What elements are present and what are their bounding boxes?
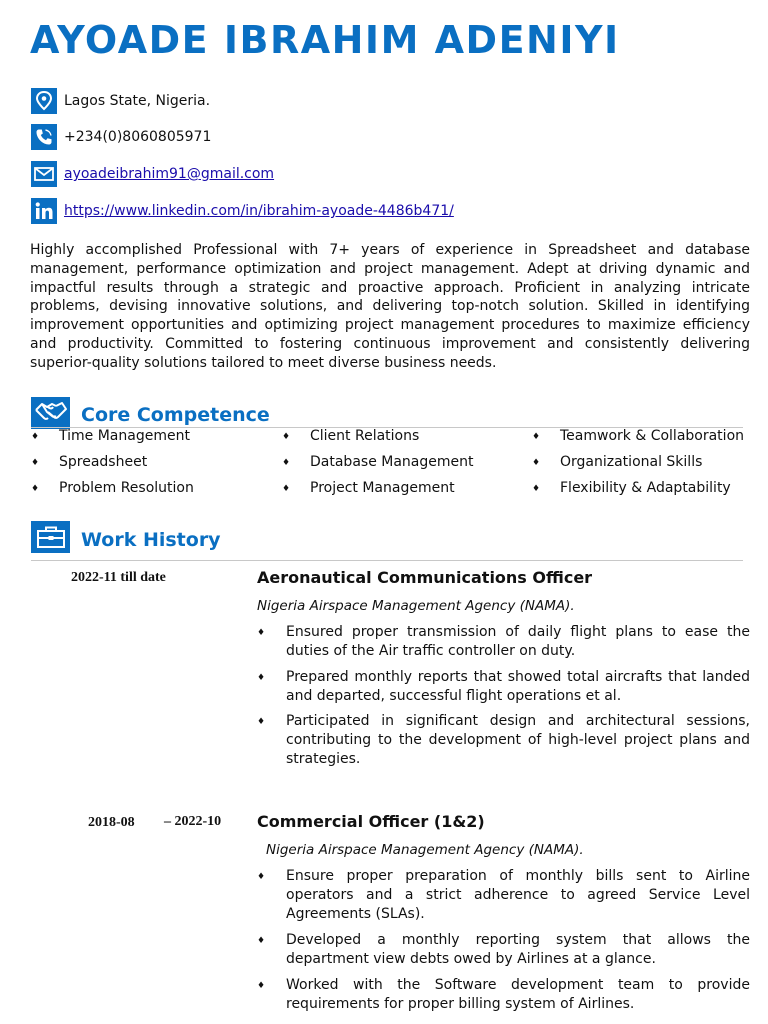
bullet-icon: ♦ (532, 458, 541, 468)
phone-text: +234(0)8060805971 (64, 129, 212, 145)
job-responsibility: Developed a monthly reporting system that allows the department view debts owed by Airlines at a glance. (286, 932, 750, 967)
section-divider (31, 560, 743, 561)
handshake-icon (31, 397, 70, 429)
email-icon (31, 161, 57, 187)
bullet-icon: ♦ (257, 628, 266, 638)
competence-item: Spreadsheet (59, 454, 148, 470)
location-pin-icon (31, 88, 57, 114)
location-text: Lagos State, Nigeria. (64, 93, 211, 109)
bullet-icon: ♦ (257, 936, 266, 946)
job-title: Aeronautical Communications Officer (257, 568, 593, 587)
competence-item: Organizational Skills (560, 454, 703, 470)
bullet-icon: ♦ (532, 432, 541, 442)
section-title-work-history: Work History (81, 529, 221, 551)
bullet-icon: ♦ (31, 432, 40, 442)
briefcase-icon (31, 521, 70, 553)
email-link[interactable]: ayoadeibrahim91@gmail.com (64, 166, 275, 182)
contact-linkedin[interactable] (31, 198, 454, 224)
competence-item: Database Management (310, 454, 474, 470)
bullet-icon: ♦ (532, 484, 541, 494)
linkedin-icon (31, 198, 57, 224)
bullet-icon: ♦ (257, 872, 266, 882)
section-title-core-competence: Core Competence (81, 404, 270, 426)
job-title: Commercial Officer (1&2) (257, 812, 485, 831)
bullet-icon: ♦ (282, 484, 291, 494)
bullet-icon: ♦ (282, 458, 291, 468)
job-date: 2022-11 till date (71, 570, 166, 585)
bullet-icon: ♦ (257, 981, 266, 991)
job-organization: Nigeria Airspace Management Agency (NAMA). (257, 598, 575, 614)
phone-icon (31, 124, 57, 150)
competence-item: Client Relations (310, 428, 420, 444)
profile-summary: Highly accomplished Professional with 7+ years of experience in Spreadsheet and database management, performance optimization and project management. Adept at driving dynamic and impactful results through a strategic and proactive approach. Proficient in analyzing intricate problems, devising innovative solutions, and delivering top-notch solution. Skilled in identifying improvement opportunities and optimizing project management procedures to maximize efficiency and productivity. Committed to fostering continuous improvement and consistently delivering superior-quality solutions tailored to meet diverse business needs. (30, 242, 750, 371)
linkedin-link[interactable]: https://www.linkedin.com/in/ibrahim-ayoade-4486b471/ (64, 203, 454, 219)
competence-item: Time Management (59, 428, 190, 444)
competence-item: Flexibility & Adaptability (560, 480, 731, 496)
contact-phone (31, 124, 211, 150)
bullet-icon: ♦ (282, 432, 291, 442)
job-date-end: – 2022-10 (164, 814, 222, 829)
contact-location (31, 88, 210, 114)
job-organization: Nigeria Airspace Management Agency (NAMA). (266, 842, 584, 858)
bullet-icon: ♦ (31, 484, 40, 494)
job-responsibility: Ensured proper transmission of daily flight plans to ease the duties of the Air traffic controller on duty. (286, 624, 750, 659)
competence-item: Problem Resolution (59, 480, 194, 496)
bullet-icon: ♦ (31, 458, 40, 468)
competence-item: Project Management (310, 480, 455, 496)
contact-email[interactable] (31, 161, 274, 187)
job-responsibility: Participated in significant design and architectural sessions, contributing to the development of high-level project plans and strategies. (286, 713, 750, 767)
job-date-start: 2018-08 (88, 815, 135, 830)
bullet-icon: ♦ (257, 717, 266, 727)
candidate-name: AYOADE IBRAHIM ADENIYI (30, 18, 620, 62)
job-responsibility: Prepared monthly reports that showed total aircrafts that landed and departed, successful flight operations et al. (286, 669, 750, 704)
job-responsibility: Worked with the Software development team to provide requirements for proper billing system of Airlines. (286, 977, 750, 1012)
bullet-icon: ♦ (257, 673, 266, 683)
job-responsibility: Ensure proper preparation of monthly bills sent to Airline operators and a strict adherence to agreed Service Level Agreements (SLAs). (286, 868, 750, 922)
competence-item: Teamwork & Collaboration (560, 428, 745, 444)
